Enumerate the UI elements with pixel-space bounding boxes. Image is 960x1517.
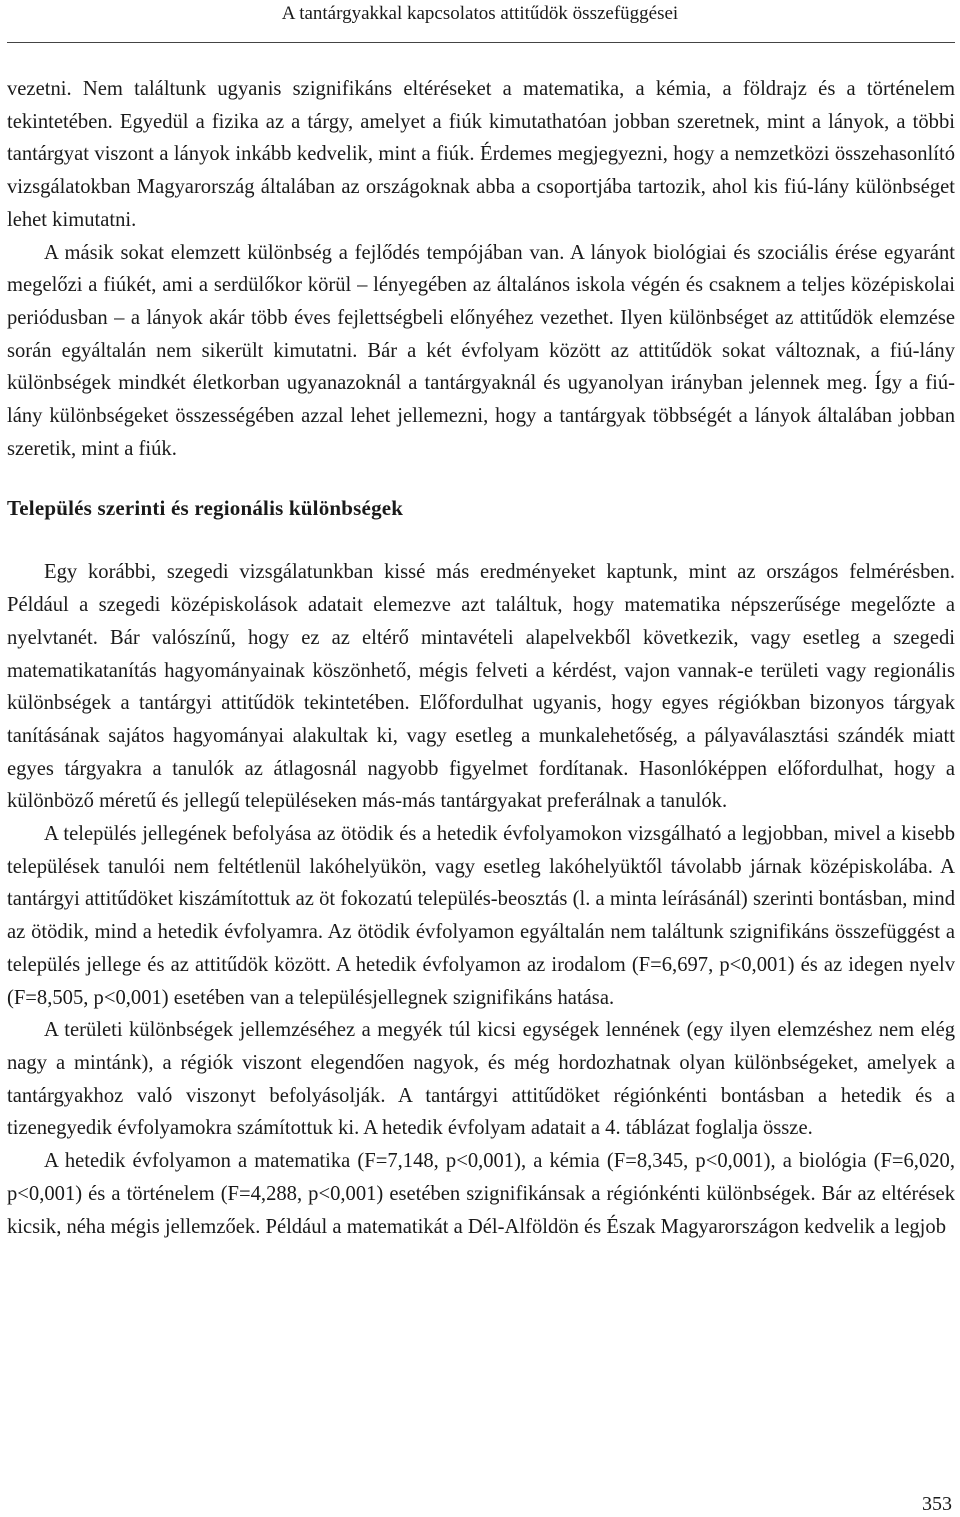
- page-body: [7, 73, 955, 1243]
- paragraph-3: Egy korábbi, szegedi vizsgálatunkban kissé más eredményeket kaptunk, mint az országos felmérésben. Például a szegedi középiskolások adatait elemezve azt találtuk, hogy matematika népszerűsége megelőzte a nyelvtanét. Bár valószínű, hogy ez az eltérő mintavételi alapelvekből következik, vagy esetleg a szegedi matematikatanítás hagyományainak köszönhető, mégis felveti a kérdést, vajon vannak-e területi vagy regionális különbségek a tantárgyi attitűdök tekintetében. Előfordulhat ugyanis, hogy egyes régiókban bizonyos tárgyak tanításának sajátos hagyományai alakultak ki, vagy esetleg a munkalehetőség, a pályaválasztási szándék miatt egyes tárgyakra a tanulók az átlagosnál nagyobb figyelmet fordítanak. Hasonlóképpen előfordulhat, hogy a különböző méretű és jellegű településeken más-más tantárgyakat preferálnak a tanulók.: [7, 561, 955, 813]
- paragraph-4: A település jellegének befolyása az ötödik és a hetedik évfolyamokon vizsgálható a legjobban, mivel a kisebb települések tanulói nem feltétlenül lakóhelyükön, vagy esetleg lakóhelyüktől távolabb járnak középiskolába. A tantárgyi attitűdöket kiszámítottuk az öt fokozatú település-beosztás (l. a minta leírásánál) szerinti bontásban, mind az ötödik, mind a hetedik évfolyamra. Az ötödik évfolyamon egyáltalán nem találtunk szignifikáns összefüggést a település jellege és az attitűdök között. A hetedik évfolyamon az irodalom (F=6,697, p<0,001) és az idegen nyelv (F=8,505, p<0,001) esetében van a településjellegnek szignifikáns hatása.: [7, 823, 955, 1009]
- running-header: A tantárgyakkal kapcsolatos attitűdök összefüggései: [281, 3, 679, 24]
- section-heading: Település szerinti és regionális különbségek: [7, 496, 404, 521]
- paragraph-5: A területi különbségek jellemzéséhez a megyék túl kicsi egységek lennének (egy ilyen elemzéshez nem elég nagy a mintánk), a régiók viszont elegendően nagyok, és még hordozhatnak olyan különbségeket, amelyek a tantárgyakhoz való viszonyt befolyásolják. A tantárgyi attitűdöket régiónkénti bontásban a hetedik és a tizenegyedik évfolyamokra számítottuk ki. A hetedik évfolyam adatait a 4. táblázat foglalja össze.: [7, 1019, 955, 1140]
- paragraph-6: A hetedik évfolyamon a matematika (F=7,148, p<0,001), a kémia (F=8,345, p<0,001), a biológia (F=6,020, p<0,001) és a történelem (F=4,288, p<0,001) esetében szignifikánsak a régiónkénti különbségek. Bár az eltérések kicsik, néha mégis jellemzőek. Például a matematikát a Dél-Alföldön és Észak Magyarországon kedvelik a legjob: [7, 1150, 955, 1238]
- paragraph-2: A másik sokat elemzett különbség a fejlődés tempójában van. A lányok biológiai és szociális érése egyaránt megelőzi a fiúkét, ami a serdülőkor körül – lényegében az általános iskola végén és csaknem a teljes középiskolai periódusban – a lányok akár több éves fejlettségbeli előnyéhez vezethet. Ilyen különbséget az attitűdök elemzése során egyáltalán nem sikerült kimutatni. Bár a két évfolyam között az attitűdök sokat változnak, a fiú-lány különbségek mindkét életkorban ugyanazoknál a tantárgyaknál és ugyanolyan irányban jelennek meg. Így a fiú-lány különbségeket összességében azzal lehet jellemezni, hogy a tantárgyak többségét a lányok általában jobban szeretik, mint a fiúk.: [7, 241, 955, 460]
- paragraph-1: vezetni. Nem találtunk ugyanis szignifikáns eltéréseket a matematika, a kémia, a földrajz és a történelem tekintetében. Egyedül a fizika az a tárgy, amelyet a fiúk kimutathatóan jobban szeretnek, mint a lányok, a többi tantárgyat viszont a lányok inkább kedvelik, mint a fiúk. Érdemes megjegyezni, hogy a nemzetközi összehasonlító vizsgálatokban Magyarország általában az országoknak abba a csoportjába tartozik, ahol kis fiú-lány különbséget lehet kimutatni.: [7, 78, 955, 231]
- header-divider: [7, 42, 955, 43]
- page-number: 353: [922, 1493, 952, 1515]
